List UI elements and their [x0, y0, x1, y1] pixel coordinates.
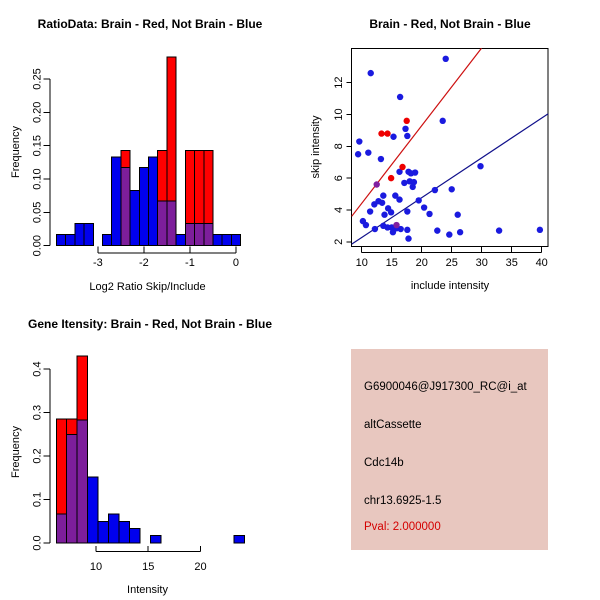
- y-tick-label: 0.1: [31, 491, 44, 508]
- y-tick-label: 0.15: [31, 134, 44, 157]
- intensity-scatter-svg: [300, 0, 600, 300]
- scatter-point: [372, 226, 378, 232]
- histogram-bar-blue: [130, 190, 139, 245]
- y-tick-label: 2: [333, 238, 345, 245]
- pval-text: Pval: 2.000000: [364, 521, 441, 533]
- scatter-point: [440, 118, 446, 124]
- y-tick-label: 0.05: [31, 201, 44, 224]
- y-tick-label: 0.25: [31, 68, 44, 90]
- histogram-bar-blue: [119, 521, 129, 543]
- gene-intensity-histogram-title: Gene Itensity: Brain - Red, Not Brain - Blue: [27, 317, 273, 331]
- histogram-bar-overlap: [121, 168, 130, 246]
- x-tick-label: 15: [385, 257, 398, 269]
- scatter-point: [404, 208, 410, 214]
- scatter-point: [496, 227, 502, 233]
- scatter-point: [374, 181, 380, 187]
- scatter-point: [367, 208, 373, 214]
- y-tick-label: 0.00: [31, 234, 44, 257]
- intensity-scatter-xlabel: include intensity: [410, 280, 490, 292]
- intensity-scatter-title: Brain - Red, Not Brain - Blue: [369, 17, 531, 31]
- gene-intensity-histogram-xlabel: Intensity: [127, 584, 168, 596]
- x-tick-label: 0: [232, 257, 240, 269]
- ratio-histogram-xlabel: Log2 Ratio Skip/Include: [89, 281, 206, 293]
- scatter-point: [426, 211, 432, 217]
- scatter-point: [455, 212, 461, 218]
- histogram-bar-blue: [234, 536, 244, 543]
- panel-ratio-histogram: [0, 0, 300, 300]
- y-tick-label: 6: [333, 175, 345, 182]
- y-tick-label: 4: [333, 206, 345, 214]
- scatter-point: [434, 227, 440, 233]
- scatter-point: [355, 151, 361, 157]
- x-tick-label: 25: [445, 257, 458, 269]
- x-tick-label: 20: [194, 561, 207, 573]
- histogram-bar-blue: [222, 234, 231, 245]
- histogram-bar-blue: [109, 514, 119, 543]
- histogram-bar-blue: [150, 536, 160, 543]
- gene-info-box: [351, 349, 548, 550]
- y-tick-label: 12: [333, 76, 345, 89]
- y-tick-label: 8: [333, 143, 345, 150]
- scatter-point: [402, 126, 408, 132]
- probe-id-text: G6900046@J917300_RC@i_at: [364, 381, 527, 393]
- scatter-point: [381, 212, 387, 218]
- histogram-bar-overlap: [67, 434, 77, 543]
- scatter-point: [404, 133, 410, 139]
- scatter-point: [356, 138, 362, 144]
- histogram-bar-blue: [112, 157, 121, 246]
- panel-intensity-scatter: [300, 0, 600, 300]
- histogram-bar-blue: [75, 224, 84, 246]
- y-tick-label: 0.2: [31, 448, 44, 464]
- splice-type-text: altCassette: [364, 419, 422, 431]
- scatter-point: [380, 192, 386, 198]
- scatter-point: [404, 118, 410, 124]
- scatter-point: [401, 180, 407, 186]
- scatter-point: [537, 227, 543, 233]
- histogram-bar-overlap: [204, 224, 213, 246]
- scatter-point: [378, 130, 384, 136]
- scatter-point: [408, 170, 414, 176]
- y-tick-label: 0.0: [31, 535, 44, 551]
- histogram-bar-blue: [98, 521, 108, 543]
- histogram-bar-blue: [213, 234, 222, 245]
- gene-name-text: Cdc14b: [364, 457, 404, 469]
- histogram-bar-blue: [139, 168, 148, 246]
- plot-box: [352, 48, 548, 246]
- y-tick-label: 0.4: [31, 361, 44, 377]
- locus-text: chr13.6925-1.5: [364, 495, 442, 507]
- intensity-scatter-ylabel: skip intensity: [310, 115, 322, 179]
- scatter-point: [397, 94, 403, 100]
- histogram-bar-blue: [84, 224, 93, 246]
- y-tick-label: 0.10: [31, 168, 44, 190]
- ratio-histogram-title: RatioData: Brain - Red, Not Brain - Blue: [37, 17, 263, 31]
- ratio-histogram-ylabel: Frequency: [10, 126, 22, 178]
- scatter-point: [443, 56, 449, 62]
- panel-gene-info: [300, 300, 600, 600]
- gene-intensity-histogram-svg: [0, 300, 300, 600]
- scatter-point: [396, 196, 402, 202]
- ratio-histogram-svg: [0, 0, 300, 300]
- histogram-bar-blue: [129, 529, 139, 543]
- scatter-point: [368, 70, 374, 76]
- y-tick-label: 10: [333, 108, 345, 121]
- histogram-bar-overlap: [167, 201, 176, 246]
- scatter-point: [388, 209, 394, 215]
- x-tick-label: 15: [142, 561, 155, 573]
- scatter-point: [446, 231, 452, 237]
- scatter-point: [378, 156, 384, 162]
- scatter-point: [477, 163, 483, 169]
- scatter-point: [384, 130, 390, 136]
- histogram-bar-blue: [66, 234, 75, 245]
- scatter-point: [457, 229, 463, 235]
- x-tick-label: 40: [535, 257, 548, 269]
- scatter-point: [393, 222, 399, 228]
- histogram-bar-overlap: [158, 201, 167, 246]
- histogram-bar-overlap: [185, 224, 194, 246]
- scatter-point: [404, 227, 410, 233]
- x-tick-label: -3: [92, 257, 103, 269]
- x-tick-label: 20: [415, 257, 428, 269]
- scatter-point: [416, 197, 422, 203]
- histogram-bar-blue: [176, 234, 185, 245]
- scatter-point: [388, 175, 394, 181]
- scatter-point: [449, 186, 455, 192]
- scatter-point: [363, 222, 369, 228]
- histogram-bar-overlap: [56, 514, 66, 543]
- histogram-bar-overlap: [77, 420, 87, 543]
- histogram-bar-blue: [149, 157, 158, 246]
- x-tick-label: 10: [355, 257, 368, 269]
- x-tick-label: 30: [475, 257, 488, 269]
- histogram-bar-blue: [88, 477, 98, 543]
- scatter-point: [410, 184, 416, 190]
- x-tick-label: 35: [505, 257, 518, 269]
- scatter-point: [405, 235, 411, 241]
- panel-gene-intensity-histogram: [0, 300, 300, 600]
- x-tick-label: -1: [185, 257, 195, 269]
- x-tick-label: -2: [139, 257, 149, 269]
- scatter-point: [390, 134, 396, 140]
- scatter-point: [390, 229, 396, 235]
- y-tick-label: 0.20: [31, 101, 44, 124]
- scatter-point: [375, 198, 381, 204]
- histogram-bar-overlap: [195, 224, 204, 246]
- gene-intensity-histogram-ylabel: Frequency: [10, 426, 22, 478]
- histogram-bar-blue: [231, 234, 240, 245]
- scatter-point: [432, 187, 438, 193]
- x-tick-label: 10: [89, 561, 103, 573]
- scatter-point: [365, 149, 371, 155]
- scatter-point: [399, 164, 405, 170]
- histogram-bar-blue: [102, 234, 111, 245]
- histogram-bar-blue: [56, 234, 65, 245]
- y-tick-label: 0.3: [31, 404, 44, 421]
- scatter-point: [421, 204, 427, 210]
